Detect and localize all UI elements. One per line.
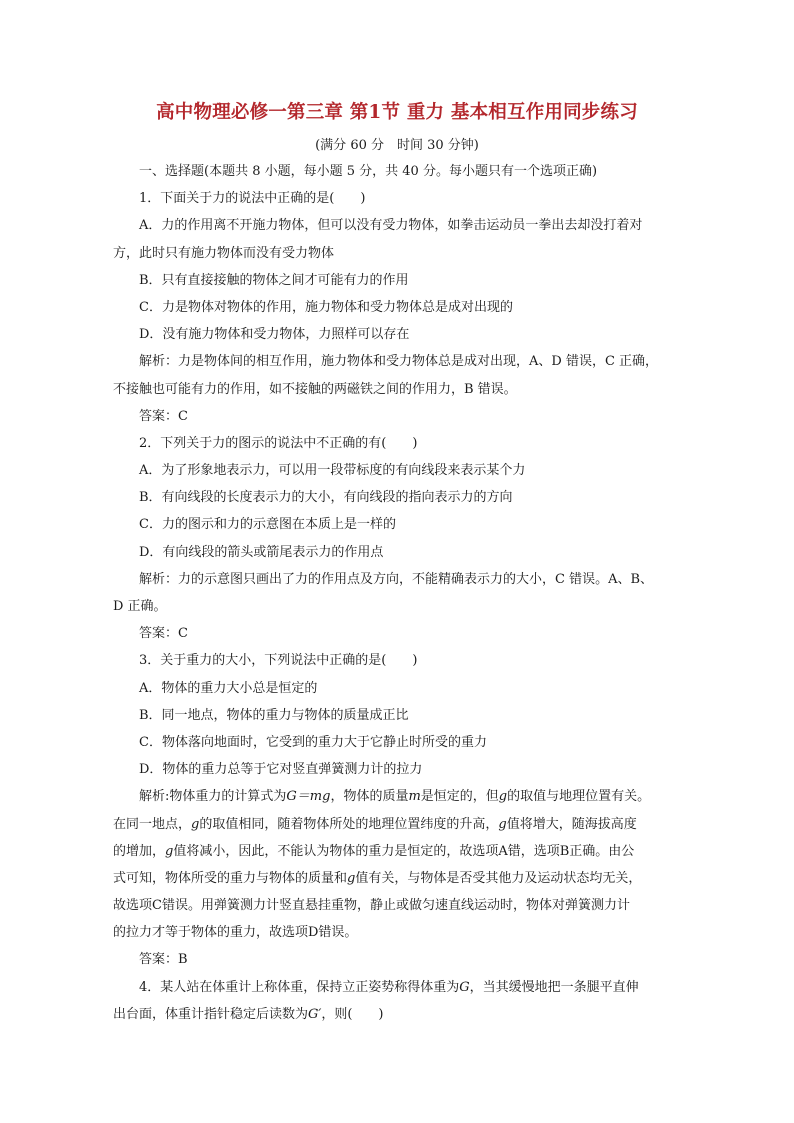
question-3-analysis-cont bbox=[113, 838, 683, 865]
stem-text: ，当其缓慢地把一条腿平直伸 bbox=[469, 979, 639, 995]
question-1-option-b: B．只有直接接触的物体之间才可能有力的作用 bbox=[139, 272, 409, 288]
analysis-text: 是恒定的，但 bbox=[420, 789, 499, 805]
symbol-g: g bbox=[165, 843, 174, 859]
question-3-answer: 答案：B bbox=[139, 952, 188, 968]
analysis-text: 解析:物体重力的计算式为 bbox=[139, 789, 287, 805]
question-2-analysis: 解析：力的示意图只画出了力的作用点及方向，不能精确表示力的大小，C 错误。A、B、 bbox=[139, 571, 654, 587]
question-3-option-b: B．同一地点，物体的重力与物体的质量成正比 bbox=[139, 707, 409, 723]
question-4-stem-cont bbox=[113, 1001, 683, 1028]
section-heading: 一、选择题(本题共 8 小题，每小题 5 分，共 40 分。每小题只有一个选项正确) bbox=[139, 164, 598, 179]
analysis-text: ，物体的质量 bbox=[330, 789, 409, 805]
question-3-analysis-cont bbox=[113, 865, 683, 892]
question-2-option-a: A．为了形象地表示力，可以用一段带标度的有向线段来表示某个力 bbox=[139, 463, 526, 479]
question-1-stem: 1．下面关于力的说法中正确的是( ) bbox=[139, 191, 366, 207]
stem-text: ，则( ) bbox=[321, 1006, 384, 1022]
stem-text: 4．某人站在体重计上称体重，保持立正姿势称得体重为 bbox=[139, 979, 460, 995]
analysis-text: 在同一地点， bbox=[113, 816, 192, 832]
analysis-text: 值将减小，因此，不能认为物体的重力是恒定的，故选项A错，选项B正确。由公 bbox=[173, 843, 635, 859]
analysis-text: 的取值相同，随着物体所处的地理位置纬度的升高， bbox=[199, 816, 499, 832]
analysis-text: 值有关，与物体是否受其他力及运动状态均无关， bbox=[355, 870, 642, 886]
question-2-option-b: B．有向线段的长度表示力的大小，有向线段的指向表示力的方向 bbox=[139, 490, 513, 506]
exam-info: (满分 60 分 时间 30 分钟) bbox=[315, 138, 479, 153]
symbol-g: g bbox=[191, 816, 200, 832]
formula-gravity: G＝mg bbox=[286, 789, 331, 805]
symbol-g: g bbox=[498, 789, 508, 805]
question-2-stem: 2．下列关于力的图示的说法中不正确的有( ) bbox=[139, 435, 418, 451]
analysis-text: 的取值与地理位置有关。 bbox=[507, 789, 651, 805]
question-4-stem bbox=[113, 974, 683, 1001]
symbol-g: g bbox=[498, 816, 507, 832]
analysis-text: 式可知，物体所受的重力与物体的质量和 bbox=[113, 870, 348, 886]
question-3-option-a: A．物体的重力大小总是恒定的 bbox=[139, 680, 318, 696]
question-3-analysis bbox=[113, 783, 683, 810]
question-3-stem: 3．关于重力的大小，下列说法中正确的是( ) bbox=[139, 653, 418, 669]
question-2-option-c: C．力的图示和力的示意图在本质上是一样的 bbox=[139, 517, 396, 533]
question-1-analysis-cont: 不接触也可能有力的作用，如不接触的两磁铁之间的作用力，B 错误。 bbox=[113, 381, 517, 397]
question-2-answer: 答案：C bbox=[139, 626, 188, 642]
document-body bbox=[113, 158, 683, 1028]
question-2-option-d: D．有向线段的箭头或箭尾表示力的作用点 bbox=[139, 544, 384, 560]
question-1-analysis: 解析：力是物体间的相互作用，施力物体和受力物体总是成对出现，A、D 错误，C 正确， bbox=[139, 354, 659, 370]
question-3-analysis-cont: 的拉力才等于物体的重力，故选项D错误。 bbox=[113, 925, 358, 941]
question-1-option-d: D．没有施力物体和受力物体，力照样可以存在 bbox=[139, 327, 410, 343]
analysis-text: 的增加， bbox=[113, 843, 166, 859]
symbol-g: g bbox=[347, 870, 356, 886]
question-3-analysis-cont bbox=[113, 811, 683, 838]
question-3-analysis-cont: 故选项C错误。用弹簧测力计竖直悬挂重物，静止或做匀速直线运动时，物体对弹簧测力计 bbox=[113, 898, 630, 914]
page-title: 高中物理必修一第三章 第1节 重力 基本相互作用同步练习 bbox=[156, 102, 638, 123]
symbol-G-prime: G′ bbox=[308, 1006, 322, 1022]
question-1-option-a: A．力的作用离不开施力物体，但可以没有受力物体，如拳击运动员一拳出去却没打着对 bbox=[139, 218, 643, 234]
stem-text: 出台面，体重计指针稳定后读数为 bbox=[113, 1006, 309, 1022]
symbol-G: G bbox=[459, 979, 470, 995]
question-2-analysis-cont: D 正确。 bbox=[113, 599, 167, 614]
question-1-option-c: C．力是物体对物体的作用，施力物体和受力物体总是成对出现的 bbox=[139, 299, 513, 315]
question-1-answer: 答案：C bbox=[139, 408, 188, 424]
question-1-option-a-cont: 方，此时只有施力物体而没有受力物体 bbox=[113, 245, 335, 261]
question-3-option-d: D．物体的重力总等于它对竖直弹簧测力计的拉力 bbox=[139, 762, 423, 778]
question-3-option-c: C．物体落向地面时，它受到的重力大于它静止时所受的重力 bbox=[139, 734, 487, 750]
symbol-m: m bbox=[408, 789, 421, 805]
analysis-text: 值将增大，随海拔高度 bbox=[506, 816, 637, 832]
